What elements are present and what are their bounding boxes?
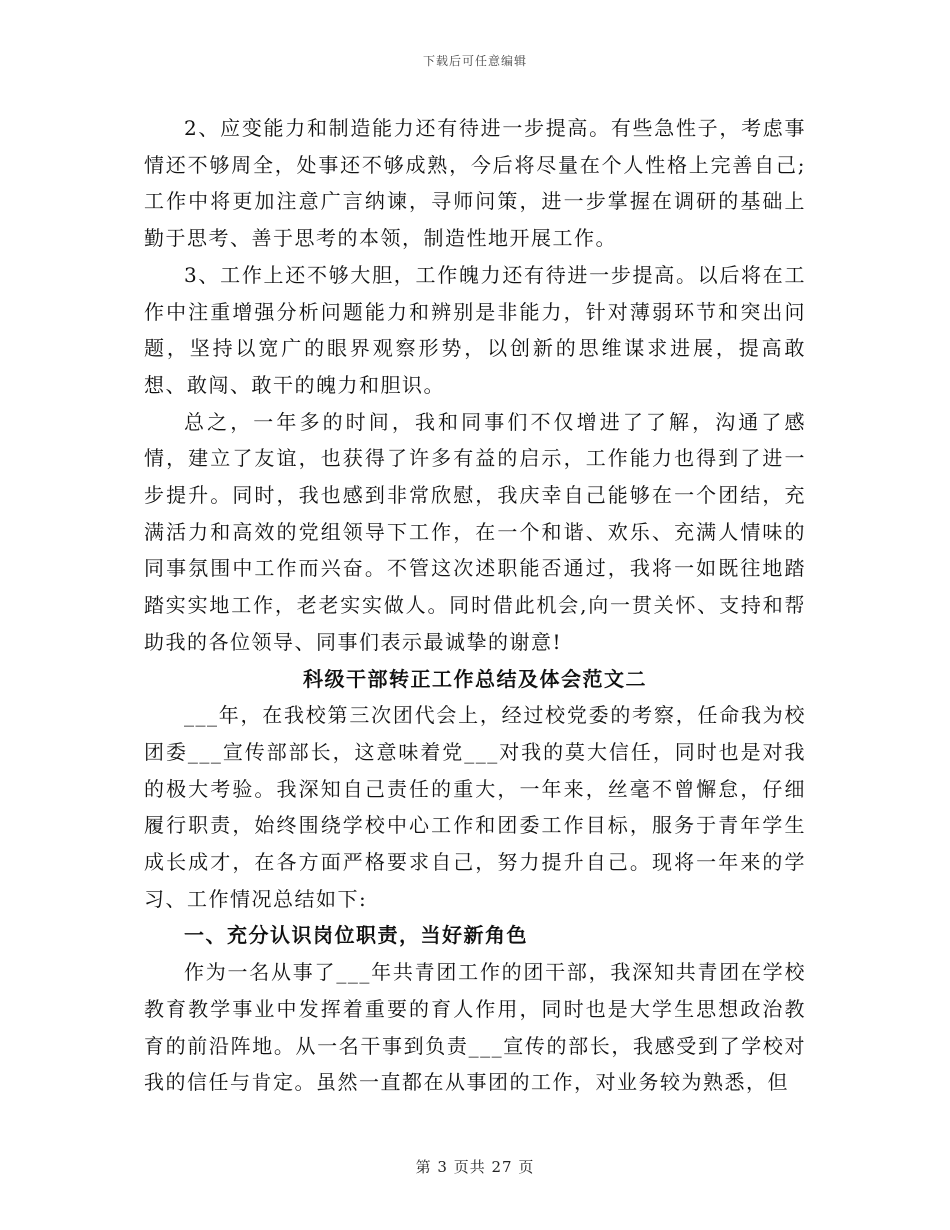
- page-footer: 第 3 页共 27 页: [415, 1158, 535, 1176]
- page-header: 下载后可任意编辑: [422, 54, 527, 68]
- paragraph-5: 作为一名从事了___年共青团工作的团干部，我深知共青团在学校教育教学事业中发挥着重要的育人作用，同时也是大学生思想政治教育的前沿阵地。从一名干事到负责___宣传的部长，我感受到了学校对我的信任与肯定。虽然一直都在从事团的工作，对业务较为熟悉，但: [144, 960, 806, 1095]
- paragraph-1: 2、应变能力和制造能力还有待进一步提高。有些急性子，考虑事情还不够周全，处事还不够成熟，今后将尽量在个人性格上完善自己;工作中将更加注意广言纳谏，寻师问策，进一步掌握在调研的基础上勤于思考、善于思考的本领，制造性地开展工作。: [144, 116, 806, 251]
- paragraph-2: 3、工作上还不够大胆，工作魄力还有待进一步提高。以后将在工作中注重增强分析问题能力和辨别是非能力，针对薄弱环节和突出问题，坚持以宽广的眼界观察形势，以创新的思维谋求进展，提高敢想、敢闯、敢干的魄力和胆识。: [144, 262, 806, 397]
- section-heading-1: 一、充分认识岗位职责，当好新角色: [184, 923, 528, 948]
- paragraph-4: ___年，在我校第三次团代会上，经过校党委的考察，任命我为校团委___宣传部部长，这意味着党___对我的莫大信任，同时也是对我的极大考验。我深知自己责任的重大，一年来，丝毫不曾懈怠，仔细履行职责，始终围绕学校中心工作和团委工作目标，服务于青年学生成长成才，在各方面严格要求自己，努力提升自己。现将一年来的学习、工作情况总结如下:: [144, 703, 806, 911]
- paragraph-3: 总之，一年多的时间，我和同事们不仅增进了了解，沟通了感情，建立了友谊，也获得了许多有益的启示，工作能力也得到了进一步提升。同时，我也感到非常欣慰，我庆幸自己能够在一个团结，充满活力和高效的党组领导下工作，在一个和谐、欢乐、充满人情味的同事氛围中工作而兴奋。不管这次述职能否通过，我将一如既往地踏踏实实地工作，老老实实做人。同时借此机会,向一贯关怀、支持和帮助我的各位领导、同事们表示最诚挚的谢意!: [144, 409, 806, 654]
- document-body: [144, 110, 806, 1101]
- section-title: 科级干部转正工作总结及体会范文二: [303, 666, 647, 691]
